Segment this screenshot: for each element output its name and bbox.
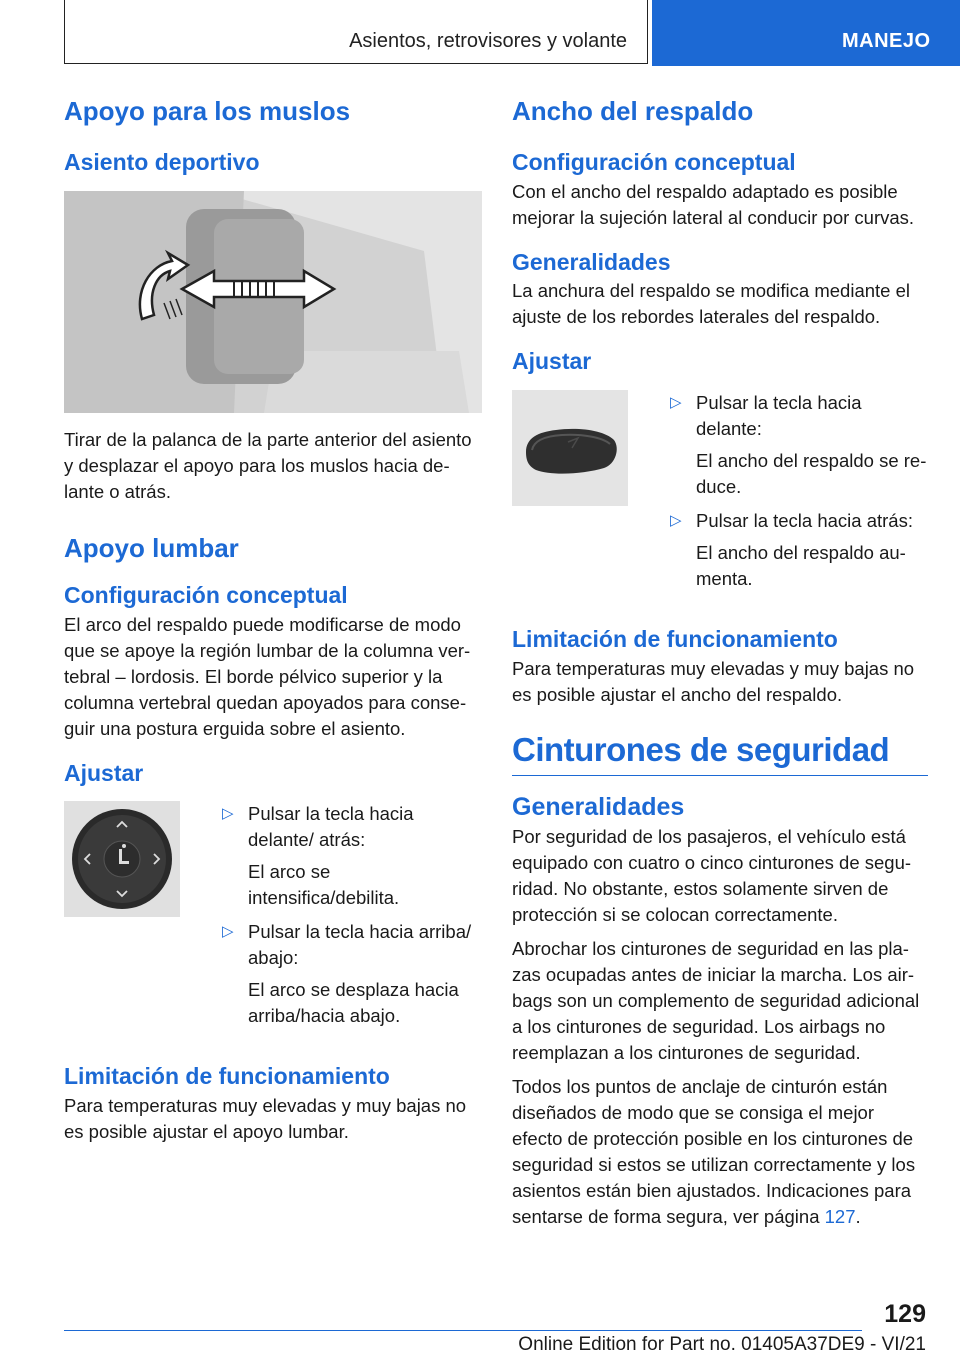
lumbar-switch-photo bbox=[64, 801, 180, 917]
list-item-result: El ancho del respaldo aumenta. bbox=[696, 541, 906, 589]
list-item-action: Pulsar la tecla hacia delante: bbox=[696, 391, 862, 439]
list-item bbox=[668, 390, 928, 500]
header-chapter-tab[interactable] bbox=[652, 0, 960, 66]
belts-general-title: Generalidades bbox=[512, 793, 685, 822]
belts-paragraph-3-text: Todos los puntos de anclaje de cinturón están diseñados de modo que se consiga el mejor efecto de protección posible en los cinturones de seguridad si estos se utilizan correctamente y los asientos están bien ajustados. Indicaciones para sentarse de forma segura, ver página bbox=[512, 1076, 916, 1228]
list-item bbox=[220, 801, 482, 911]
belts-paragraph-2: Abrochar los cinturones de seguridad en las plazas ocupadas antes de iniciar la marcha. Los airbags son un complemento de seguridad adicional a los cinturones de seguridad. Los airbags no reemplazan a los cinturones de seguridad. bbox=[512, 938, 920, 1064]
list-item-action: Pulsar la tecla hacia arriba/ abajo: bbox=[248, 921, 472, 969]
lumbar-limit-text: Para temperaturas muy elevadas y muy bajas no es posible ajustar el apoyo lumbar. bbox=[64, 1094, 467, 1142]
header-section-title: Asientos, retrovisores y volante bbox=[349, 30, 627, 52]
width-switch-photo bbox=[512, 390, 628, 506]
width-adjust-title: Ajustar bbox=[512, 348, 592, 375]
width-general-text: La anchura del respaldo se modifica mediante el ajuste de los rebordes laterales del respaldo. bbox=[512, 280, 910, 328]
page-reference-link[interactable]: 127 bbox=[824, 1206, 856, 1228]
list-item-action: Pulsar la tecla hacia atrás: bbox=[696, 509, 913, 531]
width-adjust-section bbox=[512, 390, 928, 600]
triangle-marker-icon: ▷ bbox=[670, 393, 682, 411]
right-column bbox=[512, 96, 928, 1230]
thigh-support-illustration bbox=[64, 191, 482, 413]
width-limit-title: Limitación de funcionamiento bbox=[512, 625, 838, 652]
width-concept-title: Configuración conceptual bbox=[512, 149, 796, 176]
edition-text: Online Edition for Part no. 01405A37DE9 - VI/21 bbox=[518, 1334, 926, 1355]
lumbar-adjust-section bbox=[64, 801, 482, 1037]
seat-belts-title: Cinturones de seguridad bbox=[512, 730, 928, 777]
list-item bbox=[220, 919, 482, 1029]
lumbar-adjust-title: Ajustar bbox=[64, 759, 144, 786]
lumbar-switch-icon bbox=[64, 801, 180, 917]
belts-paragraph-3-end: . bbox=[855, 1206, 861, 1228]
page-number: 129 bbox=[884, 1300, 926, 1328]
list-item-result: El ancho del respaldo se reduce. bbox=[696, 449, 927, 497]
header-section-box bbox=[64, 0, 648, 64]
triangle-marker-icon: ▷ bbox=[670, 511, 682, 529]
list-item bbox=[668, 508, 928, 592]
width-concept-text: Con el ancho del respaldo adaptado es posible mejorar la sujeción lateral al conducir por curvas. bbox=[512, 180, 915, 228]
header-chapter-label: MANEJO bbox=[842, 30, 931, 52]
lumbar-concept-text: El arco del respaldo puede modificarse de modo que se apoye la región lumbar de la columna vertebral – lordosis. El borde pélvico superior y la columna vertebral quedan apoyados para conseguir una postura erguida sobre el asiento. bbox=[64, 613, 471, 739]
width-adjust-list bbox=[668, 390, 928, 600]
thigh-support-text: Tirar de la palanca de la parte anterior del asiento y desplazar el apoyo para los muslos hacia delante o atrás. bbox=[64, 428, 472, 502]
lumbar-concept-title: Configuración conceptual bbox=[64, 581, 348, 608]
lumbar-adjust-list bbox=[220, 801, 482, 1037]
lumbar-limit-title: Limitación de funcionamiento bbox=[64, 1063, 390, 1090]
width-switch-icon bbox=[512, 390, 628, 506]
triangle-marker-icon: ▷ bbox=[222, 923, 234, 941]
left-column bbox=[64, 96, 482, 1145]
footer-divider bbox=[64, 1330, 862, 1331]
lumbar-support-title: Apoyo lumbar bbox=[64, 532, 239, 563]
belts-paragraph-1: Por seguridad de los pasajeros, el vehículo está equipado con cuatro o cinco cinturones de seguridad. No obstante, estos solamente sirven de protección si se colocan correctamente. bbox=[512, 826, 912, 926]
thigh-support-title: Apoyo para los muslos bbox=[64, 96, 351, 126]
width-general-title: Generalidades bbox=[512, 248, 671, 275]
belts-paragraph-3 bbox=[512, 1074, 928, 1230]
thigh-support-photo bbox=[64, 191, 482, 413]
list-item-action: Pulsar la tecla hacia delante/ atrás: bbox=[248, 803, 414, 851]
triangle-marker-icon: ▷ bbox=[222, 805, 234, 823]
list-item-result: El arco se intensifica/debilita. bbox=[248, 861, 400, 909]
backrest-width-title: Ancho del respaldo bbox=[512, 96, 754, 126]
width-limit-text: Para temperaturas muy elevadas y muy bajas no es posible ajustar el ancho del respaldo. bbox=[512, 657, 915, 705]
list-item-result: El arco se desplaza hacia arriba/hacia abajo. bbox=[248, 979, 459, 1027]
sport-seat-subtitle: Asiento deportivo bbox=[64, 149, 260, 176]
